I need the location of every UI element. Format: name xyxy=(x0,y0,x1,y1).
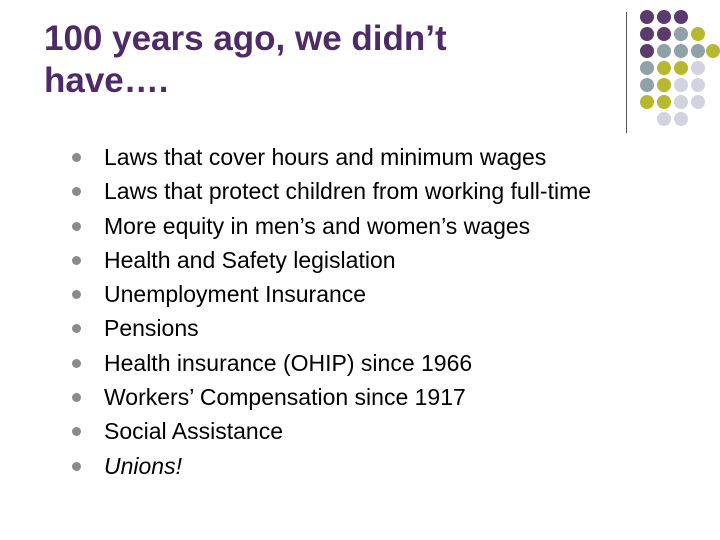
bullet-item xyxy=(72,277,591,311)
decorative-dot xyxy=(674,27,688,41)
bullet-dot-icon xyxy=(72,324,81,333)
title-line-1: 100 years ago, we didn’t xyxy=(44,19,447,58)
decorative-dot xyxy=(640,78,654,92)
bullet-item xyxy=(72,209,591,243)
decorative-rule xyxy=(626,12,627,133)
bullet-text: More equity in men’s and women’s wages xyxy=(104,212,531,239)
decorative-dot xyxy=(674,44,688,58)
bullet-text: Social Assistance xyxy=(104,418,283,445)
bullet-dot-icon xyxy=(72,187,81,196)
decorative-dot xyxy=(691,61,705,75)
decorative-dot xyxy=(640,61,654,75)
decorative-dot xyxy=(657,10,671,24)
bullet-dot-icon xyxy=(72,290,81,299)
decorative-dot xyxy=(691,78,705,92)
bullet-dot-icon xyxy=(72,393,81,402)
decorative-dot xyxy=(640,10,654,24)
bullet-text: Workers’ Compensation since 1917 xyxy=(104,384,466,411)
bullet-item xyxy=(72,449,591,483)
decorative-dot xyxy=(640,95,654,109)
decorative-dot xyxy=(657,95,671,109)
slide-title xyxy=(44,18,604,102)
bullet-text: Health and Safety legislation xyxy=(104,246,396,273)
bullet-dot-icon xyxy=(72,256,81,265)
bullet-text: Health insurance (OHIP) since 1966 xyxy=(104,349,473,376)
bullet-item xyxy=(72,311,591,345)
bullet-item xyxy=(72,140,591,174)
decorative-dot xyxy=(657,112,671,126)
decorative-dot xyxy=(674,95,688,109)
bullet-dot-icon xyxy=(72,222,81,231)
decorative-dot xyxy=(674,61,688,75)
title-line-2: have…. xyxy=(44,61,169,100)
decorative-dot xyxy=(706,44,720,58)
decorative-dot xyxy=(657,44,671,58)
bullet-text: Laws that cover hours and minimum wages xyxy=(104,144,547,170)
decorative-dot xyxy=(657,78,671,92)
bullet-item xyxy=(72,414,591,448)
bullet-dot-icon xyxy=(72,359,81,368)
decorative-dot xyxy=(674,10,688,24)
bullet-item xyxy=(72,243,591,277)
bullet-text: Pensions xyxy=(104,315,199,342)
decorative-dot xyxy=(674,78,688,92)
bullet-text: Unemployment Insurance xyxy=(104,281,367,308)
bullet-text: Laws that protect children from working full-time xyxy=(104,178,592,205)
bullet-list xyxy=(72,140,591,483)
bullet-dot-icon xyxy=(72,462,81,471)
decorative-dot xyxy=(640,27,654,41)
decorative-dot xyxy=(657,27,671,41)
bullet-text: Unions! xyxy=(104,452,182,479)
decorative-dot xyxy=(691,95,705,109)
bullet-dot-icon xyxy=(72,153,81,162)
bullet-item xyxy=(72,346,591,380)
bullet-dot-icon xyxy=(72,427,81,436)
decorative-dot xyxy=(657,61,671,75)
bullet-item xyxy=(72,174,591,208)
decorative-dot xyxy=(674,112,688,126)
decorative-dot xyxy=(640,44,654,58)
decorative-dot xyxy=(691,44,705,58)
decorative-dot xyxy=(691,27,705,41)
bullet-item xyxy=(72,380,591,414)
